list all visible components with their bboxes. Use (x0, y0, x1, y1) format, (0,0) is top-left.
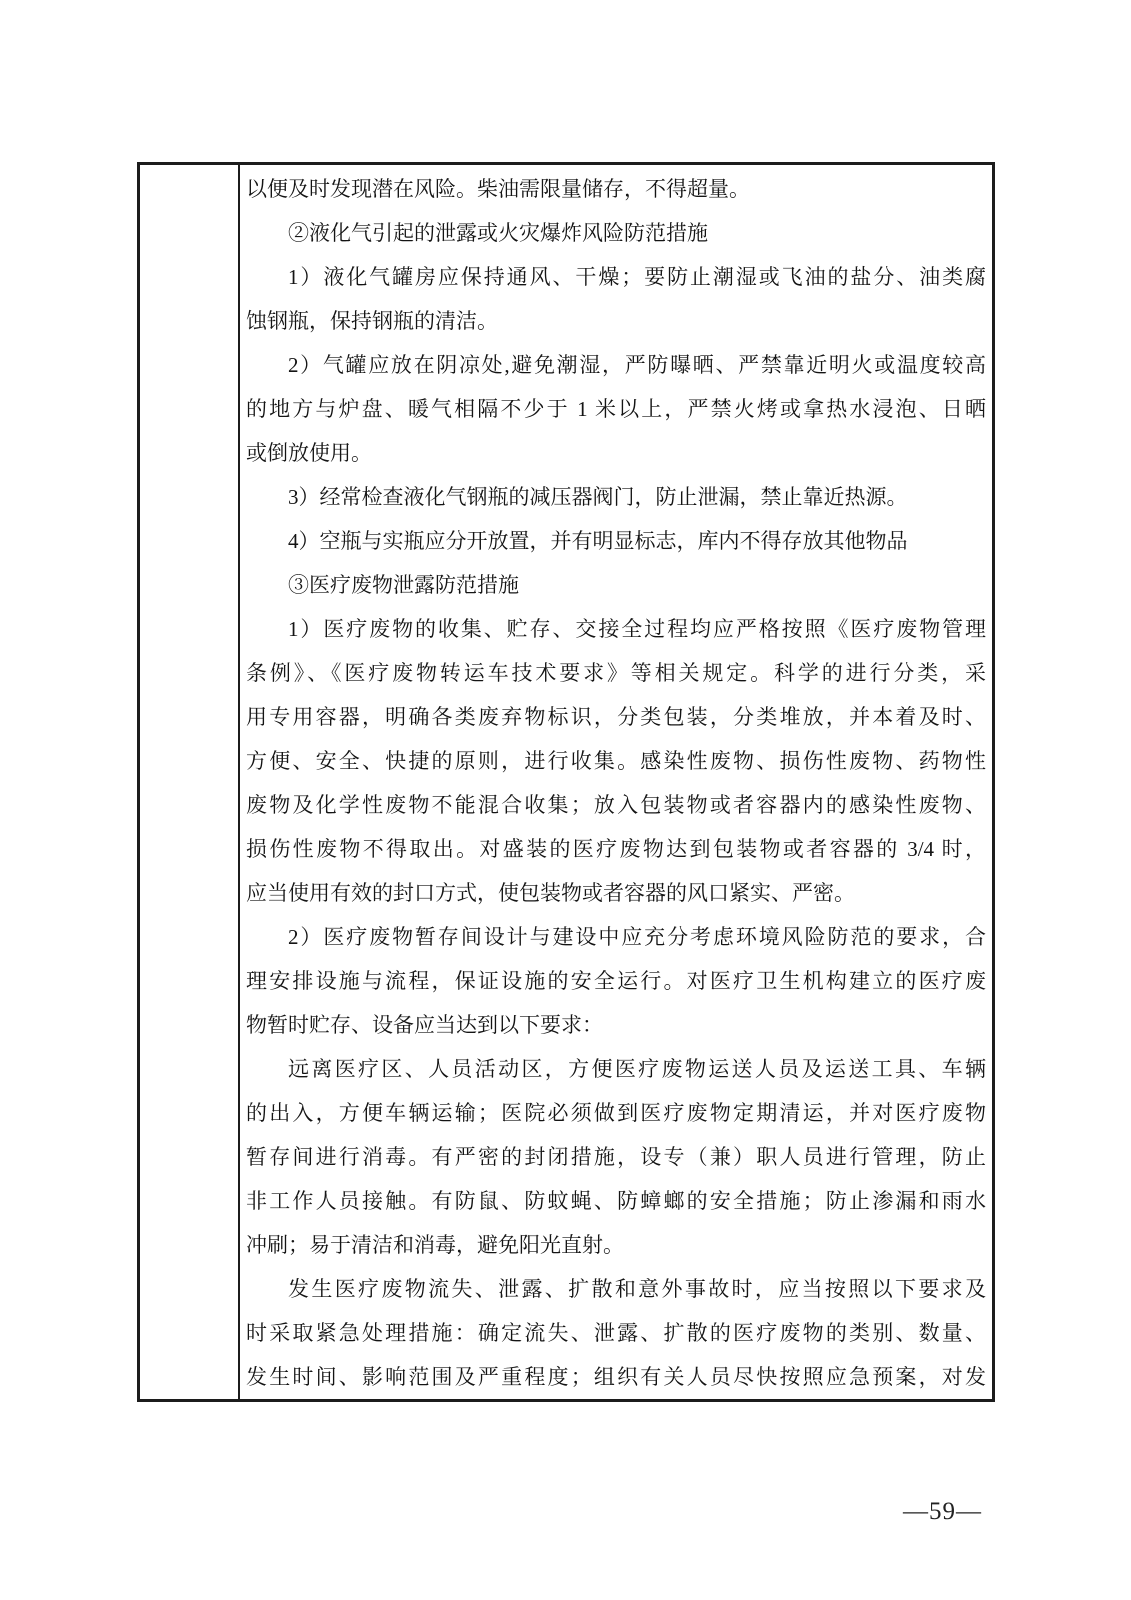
text-line: 1）医疗废物的收集、贮存、交接全过程均应严格按照《医疗废物管理 (288, 617, 986, 641)
content-table (137, 162, 995, 1402)
text-line: 应当使用有效的封口方式，使包装物或者容器的风口紧实、严密。 (246, 881, 855, 905)
text-line: 2）气罐应放在阴凉处,避免潮湿，严防曝晒、严禁靠近明火或温度较高 (288, 353, 986, 377)
text-line: 废物及化学性废物不能混合收集；放入包装物或者容器内的感染性废物、 (246, 793, 986, 817)
page-number: —59— (903, 1498, 982, 1525)
text-line: 或倒放使用。 (246, 441, 372, 465)
text-line: 发生医疗废物流失、泄露、扩散和意外事故时，应当按照以下要求及 (288, 1277, 986, 1301)
table-text-cell (240, 165, 992, 1399)
text-line: 1）液化气罐房应保持通风、干燥；要防止潮湿或飞油的盐分、油类腐 (288, 265, 986, 289)
text-line: 2）医疗废物暂存间设计与建设中应充分考虑环境风险防范的要求，合 (288, 925, 986, 949)
text-line: 暂存间进行消毒。有严密的封闭措施，设专（兼）职人员进行管理，防止 (246, 1145, 986, 1169)
text-line: 发生时间、影响范围及严重程度；组织有关人员尽快按照应急预案，对发 (246, 1365, 986, 1389)
text-line: 以便及时发现潜在风险。柴油需限量储存，不得超量。 (246, 177, 750, 201)
text-line: 时采取紧急处理措施：确定流失、泄露、扩散的医疗废物的类别、数量、 (246, 1321, 986, 1345)
text-line: 损伤性废物不得取出。对盛装的医疗废物达到包装物或者容器的 3/4 时， (246, 837, 986, 861)
text-line: 用专用容器，明确各类废弃物标识，分类包装，分类堆放，并本着及时、 (246, 705, 986, 729)
text-line: 非工作人员接触。有防鼠、防蚊蝇、防蟑螂的安全措施；防止渗漏和雨水 (246, 1189, 986, 1213)
text-line: 方便、安全、快捷的原则，进行收集。感染性废物、损伤性废物、药物性 (246, 749, 986, 773)
text-line: 3）经常检查液化气钢瓶的减压器阀门，防止泄漏，禁止靠近热源。 (288, 485, 908, 509)
text-line: 4）空瓶与实瓶应分开放置，并有明显标志，库内不得存放其他物品 (288, 529, 908, 553)
text-line: ②液化气引起的泄露或火灾爆炸风险防范措施 (288, 221, 708, 245)
text-line: 蚀钢瓶，保持钢瓶的清洁。 (246, 309, 498, 333)
text-line: 的地方与炉盘、暖气相隔不少于 1 米以上，严禁火烤或拿热水浸泡、日晒 (246, 397, 986, 421)
text-line: 条例》、《医疗废物转运车技术要求》等相关规定。科学的进行分类，采 (246, 661, 986, 685)
text-line: 远离医疗区、人员活动区，方便医疗废物运送人员及运送工具、车辆 (288, 1057, 986, 1081)
table-left-cell (140, 165, 240, 1399)
text-line: 物暂时贮存、设备应当达到以下要求： (246, 1013, 603, 1037)
text-line: ③医疗废物泄露防范措施 (288, 573, 519, 597)
text-line: 理安排设施与流程，保证设施的安全运行。对医疗卫生机构建立的医疗废 (246, 969, 986, 993)
text-line: 冲刷；易于清洁和消毒，避免阳光直射。 (246, 1233, 624, 1257)
text-line: 的出入，方便车辆运输；医院必须做到医疗废物定期清运，并对医疗废物 (246, 1101, 986, 1125)
